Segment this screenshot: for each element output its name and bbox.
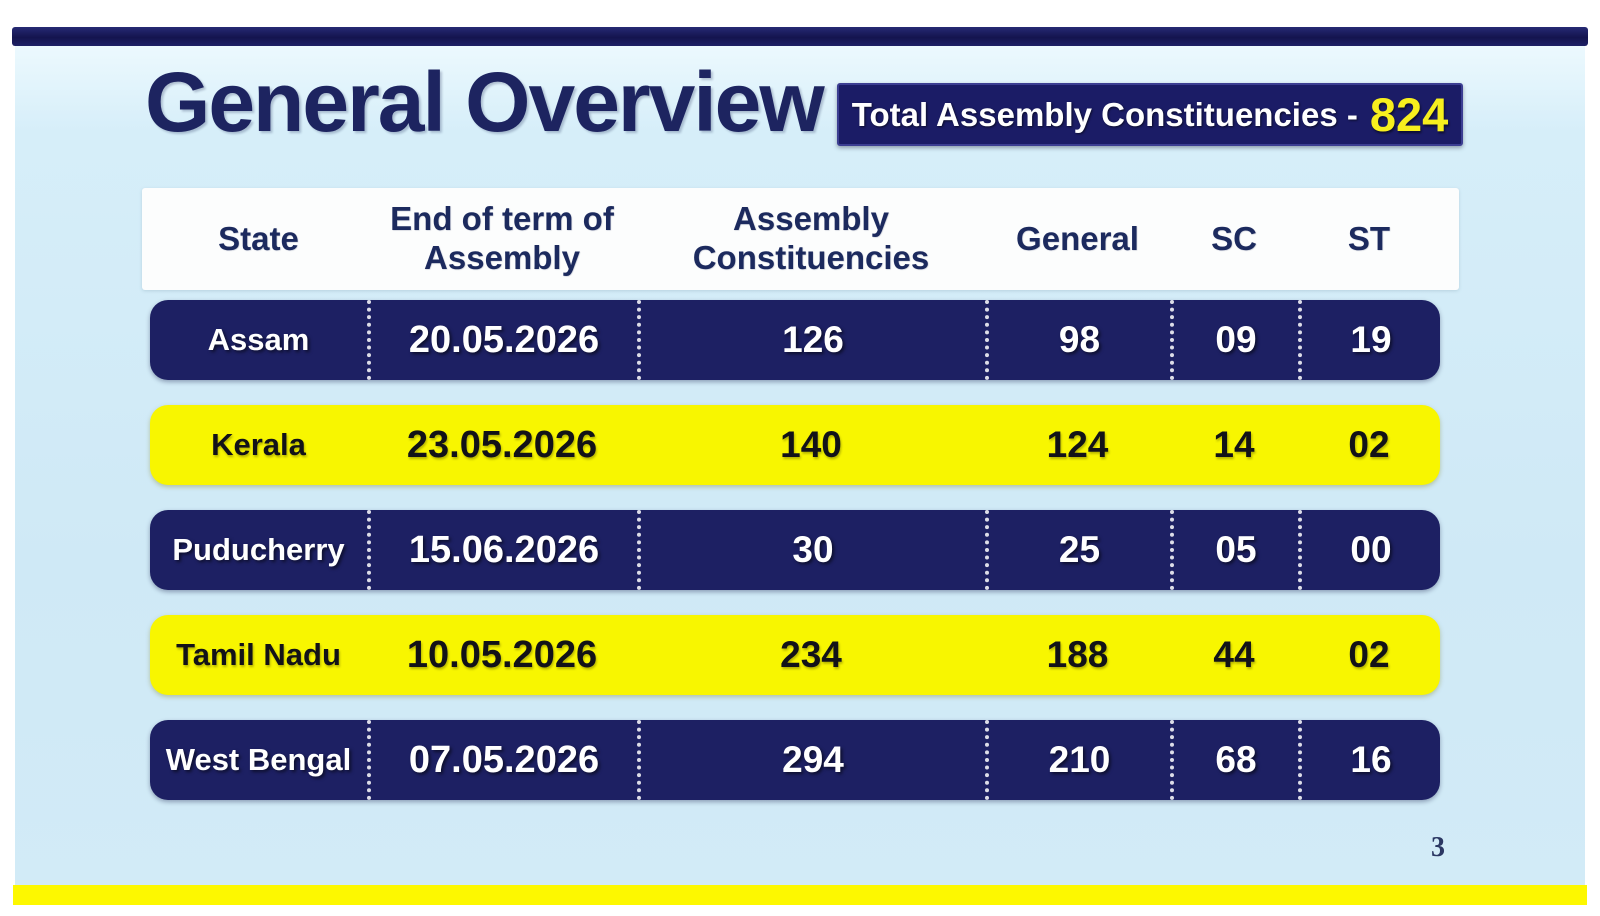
cell-sc: 44 bbox=[1213, 634, 1255, 675]
cell-general: 25 bbox=[985, 510, 1170, 590]
total-constituencies-badge bbox=[837, 83, 1463, 146]
bottom-accent-bar bbox=[13, 885, 1587, 905]
top-accent-bar bbox=[12, 27, 1588, 46]
table-row-puducherry bbox=[150, 510, 1440, 590]
table-row-tamil-nadu bbox=[150, 615, 1440, 695]
cell-end-of-term: 10.05.2026 bbox=[406, 633, 598, 676]
table-header-row bbox=[150, 188, 1440, 290]
column-header-constituencies: Assembly Constituencies bbox=[692, 200, 930, 276]
cell-constituencies: 294 bbox=[637, 720, 985, 800]
cell-st: 02 bbox=[1348, 634, 1390, 675]
table-row-west-bengal bbox=[150, 720, 1440, 800]
cell-end-of-term: 07.05.2026 bbox=[367, 720, 637, 800]
cell-sc: 14 bbox=[1213, 424, 1255, 465]
column-header-sc: SC bbox=[1211, 219, 1257, 257]
cell-end-of-term: 20.05.2026 bbox=[367, 300, 637, 380]
cell-general: 210 bbox=[985, 720, 1170, 800]
table-row-assam bbox=[150, 300, 1440, 380]
cell-state: Kerala bbox=[211, 427, 306, 462]
cell-st: 00 bbox=[1298, 510, 1440, 590]
column-header-state: State bbox=[218, 219, 299, 257]
cell-constituencies: 126 bbox=[637, 300, 985, 380]
cell-general: 188 bbox=[1046, 634, 1109, 675]
cell-end-of-term: 23.05.2026 bbox=[406, 423, 598, 466]
column-header-general: General bbox=[1016, 219, 1139, 257]
column-header-st: ST bbox=[1347, 219, 1391, 257]
cell-st: 02 bbox=[1348, 424, 1390, 465]
total-constituencies-value: 824 bbox=[1369, 88, 1449, 141]
total-constituencies-label: Total Assembly Constituencies - bbox=[851, 95, 1358, 133]
slide-page-number: 3 bbox=[1431, 832, 1445, 863]
cell-constituencies: 140 bbox=[780, 424, 842, 465]
cell-general: 98 bbox=[985, 300, 1170, 380]
column-header-end-of-term: End of term of Assembly bbox=[390, 200, 614, 276]
cell-constituencies: 234 bbox=[780, 634, 842, 675]
cell-sc: 09 bbox=[1170, 300, 1298, 380]
cell-end-of-term: 15.06.2026 bbox=[367, 510, 637, 590]
slide-canvas bbox=[15, 46, 1585, 905]
cell-sc: 68 bbox=[1170, 720, 1298, 800]
cell-st: 16 bbox=[1298, 720, 1440, 800]
cell-state: Assam bbox=[207, 322, 310, 357]
table-row-kerala bbox=[150, 405, 1440, 485]
cell-state: Puducherry bbox=[172, 532, 345, 567]
cell-constituencies: 30 bbox=[637, 510, 985, 590]
cell-state: Tamil Nadu bbox=[176, 637, 341, 672]
cell-state: West Bengal bbox=[165, 742, 352, 777]
cell-st: 19 bbox=[1298, 300, 1440, 380]
page-title: General Overview bbox=[145, 55, 823, 149]
cell-sc: 05 bbox=[1170, 510, 1298, 590]
table-body bbox=[150, 300, 1440, 825]
cell-general: 124 bbox=[1046, 424, 1109, 465]
